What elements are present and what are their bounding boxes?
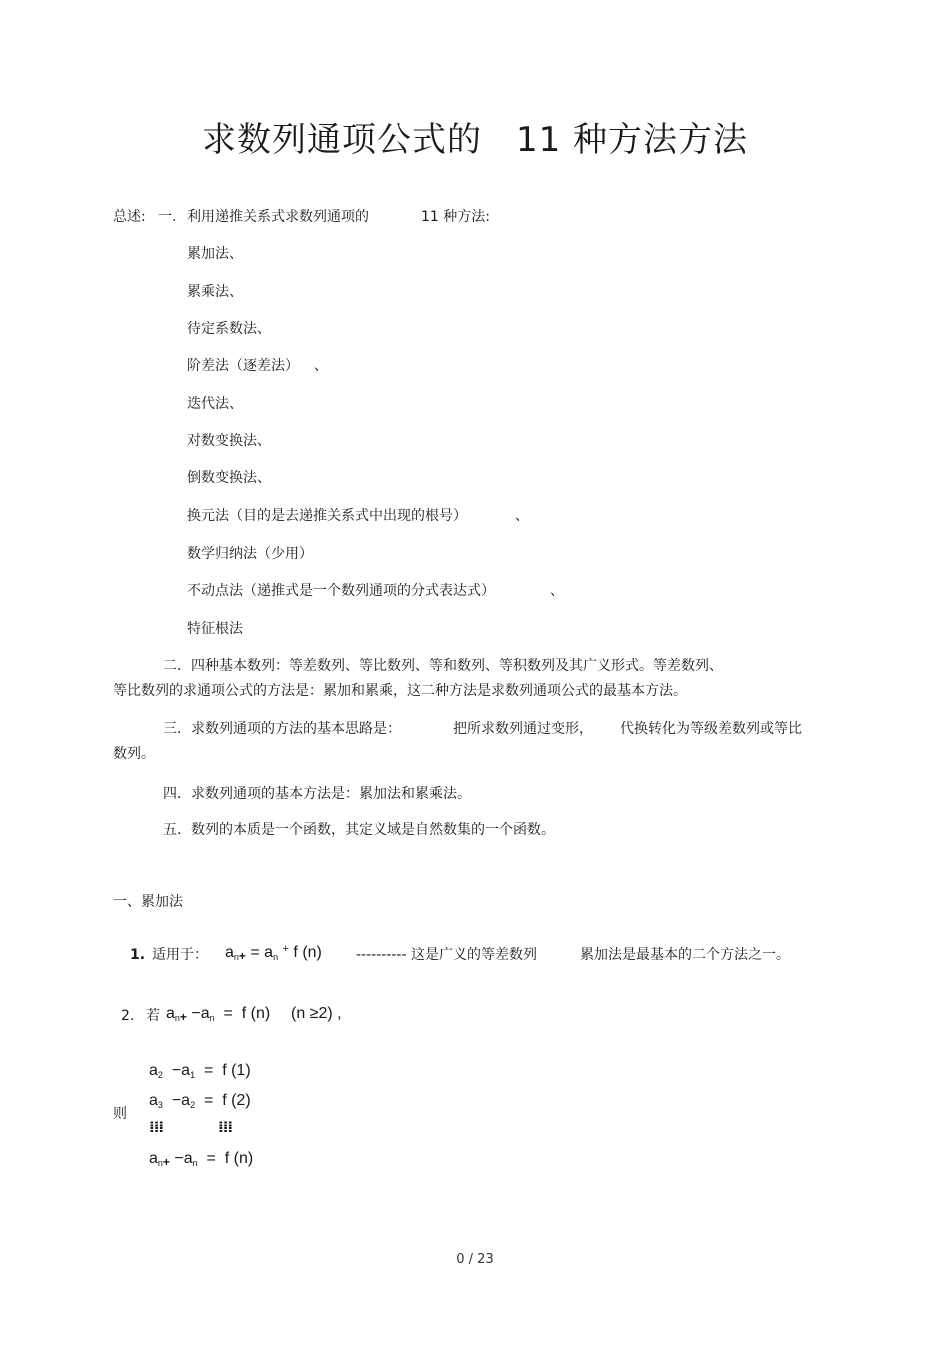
para-three-part-b: 把所求数列通过变形， xyxy=(453,721,593,737)
method-suffix: 、 xyxy=(314,358,328,374)
overview-item1-prefix: 一. xyxy=(158,209,177,225)
method-item: 迭代法、 xyxy=(187,396,243,412)
method-suffix: 、 xyxy=(550,583,564,599)
para-two-line-1: 二．四种基本数列：等差数列、等比数列、等和数列、等积数列及其广义形式。等差数列、 xyxy=(163,658,723,674)
item-2-number: 2. xyxy=(121,1008,135,1024)
para-two-line-2: 等比数列的求通项公式的方法是：累加和累乘，这二种方法是求数列通项公式的最基本方法。 xyxy=(113,683,687,699)
item-1-number: 1. xyxy=(130,947,146,963)
method-item: 待定系数法、 xyxy=(187,321,271,337)
overview-item1-text: 利用递推关系式求数列通项的 xyxy=(187,209,369,225)
vertical-ellipsis-icon: ⁞⁞⁞ xyxy=(149,1118,164,1136)
page-title xyxy=(0,112,950,161)
formula-recurrence: $a_n+ = a_n$ + f (n) xyxy=(225,943,322,963)
title-part-2: 11 种方法方法 xyxy=(515,120,749,160)
item-2-label: 若 xyxy=(146,1008,160,1024)
item-1-label: 适用于： xyxy=(152,947,208,963)
method-item: 不动点法（递推式是一个数列通项的分式表达式） xyxy=(187,583,495,599)
para-three-part-a: 三．求数列通项的方法的基本思路是： xyxy=(163,721,401,737)
item-1-note-2: 累加法是最基本的二个方法之一。 xyxy=(580,947,790,963)
method-item: 累加法、 xyxy=(187,246,243,262)
item-1-note: 这是广义的等差数列 xyxy=(411,947,537,963)
para-four: 四．求数列通项的基本方法是：累加法和累乘法。 xyxy=(163,786,471,802)
overview-item1-count: 11 种方法: xyxy=(421,209,490,225)
method-item: 倒数变换法、 xyxy=(187,470,271,486)
vertical-ellipsis-icon: ⁞⁞⁞ xyxy=(218,1118,233,1136)
item-2-condition: (n ≥2) , xyxy=(291,1005,342,1022)
para-three-line-2: 数列。 xyxy=(113,746,155,762)
formula-difference: $a_n+ -a_n = f$ (n) xyxy=(166,1005,271,1024)
method-item: 对数变换法、 xyxy=(187,433,271,449)
equation-row: $a_n+ -a_n = f$ (n) xyxy=(149,1150,254,1169)
title-part-1: 求数列通项公式的 xyxy=(201,120,482,160)
equation-row: $a_2 -a_1 = f$ (1) xyxy=(149,1062,251,1080)
method-item: 数学归纳法（少用） xyxy=(187,546,313,562)
method-item: 换元法（目的是去递推关系式中出现的根号） xyxy=(187,508,467,524)
then-label: 则 xyxy=(113,1106,127,1122)
para-three-part-c: 代换转化为等级差数列或等比 xyxy=(620,721,802,737)
page-number: 0 / 23 xyxy=(456,1252,494,1267)
method-item: 累乘法、 xyxy=(187,284,243,300)
para-five: 五．数列的本质是一个函数，其定义域是自然数集的一个函数。 xyxy=(163,822,555,838)
method-suffix: 、 xyxy=(515,508,529,524)
equation-row: $a_3 -a_2 = f$ (2) xyxy=(149,1092,251,1110)
method-item: 阶差法（逐差法） xyxy=(187,358,299,374)
item-1-dashes: ---------- xyxy=(356,947,407,963)
method-item: 特征根法 xyxy=(187,621,243,637)
overview-label: 总述: xyxy=(113,209,146,225)
section-heading-cumulative: 一、累加法 xyxy=(113,894,183,910)
